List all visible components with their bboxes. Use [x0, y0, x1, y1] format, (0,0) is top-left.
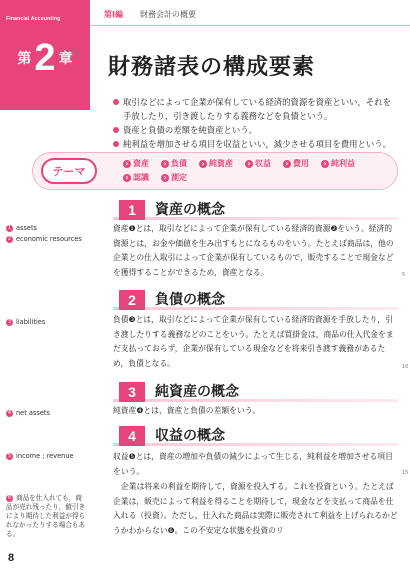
section-title: 純資産の概念 — [155, 384, 239, 400]
chapter-side-band — [0, 0, 90, 110]
line-number: 15 — [402, 470, 409, 476]
note-number: 6 — [7, 495, 12, 501]
summary-bullet: 資産と負債の差額を純資産という。 — [113, 123, 398, 137]
theme-item-liabilities[interactable]: › 負債 — [161, 157, 187, 171]
paragraph-net-assets: 純資産❹とは，資産と負債の差額をいう。 — [113, 406, 261, 415]
chapter-badge — [6, 30, 84, 86]
note-text: net assets — [16, 409, 50, 417]
margin-note — [6, 318, 90, 327]
theme-box — [32, 152, 398, 190]
note-text: liabilities — [16, 318, 46, 326]
summary-bullet: 純利益を増加させる項目を収益といい，減少させる項目を費用という。 — [113, 137, 398, 151]
chapter-sho: 章 — [58, 51, 73, 67]
line-number: 10 — [402, 364, 409, 370]
note-number: 4 — [7, 410, 12, 416]
chapter-dai: 第 — [17, 51, 32, 67]
page-number: 8 — [8, 552, 15, 564]
band-label: Financial Accounting — [6, 16, 61, 22]
margin-note — [6, 409, 90, 418]
note-text: 商品を仕入れても，商品が売れ残ったり，値引きにより期待した利益が得られなかったりする場合もある。 — [6, 494, 86, 538]
note-number: 2 — [7, 236, 12, 242]
header-part: 第Ⅰ編 — [104, 10, 123, 19]
note-number: 1 — [7, 225, 12, 231]
theme-item-net-assets[interactable]: › 純資産 — [199, 157, 233, 171]
theme-item-assets[interactable]: › 資産 — [123, 157, 149, 171]
section-heading — [113, 382, 398, 402]
section-number: 2 — [119, 290, 145, 310]
section-heading — [113, 200, 398, 220]
paragraph-investment: 企業は将来の利益を期待して，資源を投入する。これを投資という。たとえば企業は，販売によって利益を得ることを期待して，現金などを支払って商品を仕入れる（投資）。ただし，仕入れた商品は実際に販売されて利益を上げられるかどうかわからない❻。この不安定な状態を投資のリ — [113, 482, 398, 535]
margin-note — [6, 235, 90, 244]
theme-item-income[interactable]: › 収益 — [245, 157, 271, 171]
section-title: 収益の概念 — [155, 428, 225, 444]
section-number: 3 — [119, 382, 145, 402]
header-subtitle: 財務会計の概要 — [140, 10, 196, 19]
paragraph-liabilities: 負債❸とは，取引などによって企業が保有している経済的資源を手放したり，引き渡したりする義務などのことをいう。たとえば買掛金は，商品の仕入代金をまだ支払っておらず，企業が保有している現金などを将来引き渡す義務があるため，負債となる。 — [113, 315, 394, 368]
paragraph-assets: 資産❶とは，取引などによって企業が保有している経済的資源❷をいう。経済的資源とは，お金や価値を生み出すもとになるものをいう。たとえば商品は，他の企業との仕入取引によって企業が保有しているもので，販売することで現金などを獲得することができるため，資産となる。 — [113, 224, 394, 277]
margin-note — [6, 224, 90, 233]
section-heading — [113, 426, 398, 446]
note-text: income ; revenue — [16, 452, 74, 460]
section-number: 1 — [119, 200, 145, 220]
theme-item-expenses[interactable]: › 費用 — [283, 157, 309, 171]
paragraph-income: 収益❺とは，資産の増加や負債の減少によって生じる，純利益を増加させる項目をいう。 — [113, 452, 393, 476]
section-title: 資産の概念 — [155, 202, 225, 218]
margin-note — [6, 452, 90, 461]
note-text: assets — [16, 224, 37, 232]
theme-item-net-income[interactable]: › 純利益 — [321, 157, 355, 171]
note-number: 5 — [7, 453, 12, 459]
header-bar — [90, 0, 410, 26]
note-number: 3 — [7, 319, 12, 325]
chapter-title: 財務諸表の構成要素 — [108, 55, 316, 80]
margin-note — [6, 494, 86, 539]
line-number: 5 — [402, 272, 406, 278]
theme-item-recognition[interactable]: › 認識 — [123, 171, 149, 185]
section-number: 4 — [119, 426, 145, 446]
summary-bullet: 取引などによって企業が保有している経済的資源を資産といい，それを手放したり，引き渡したりする義務などを負債という。 — [113, 95, 398, 123]
theme-item-measurement[interactable]: › 測定 — [161, 171, 187, 185]
chapter-number: 2 — [34, 36, 56, 79]
summary-bullets — [113, 95, 398, 151]
theme-label: テーマ — [41, 158, 97, 184]
note-text: economic resources — [16, 235, 82, 243]
section-title: 負債の概念 — [155, 292, 225, 308]
theme-items — [123, 157, 395, 185]
section-heading — [113, 290, 398, 310]
